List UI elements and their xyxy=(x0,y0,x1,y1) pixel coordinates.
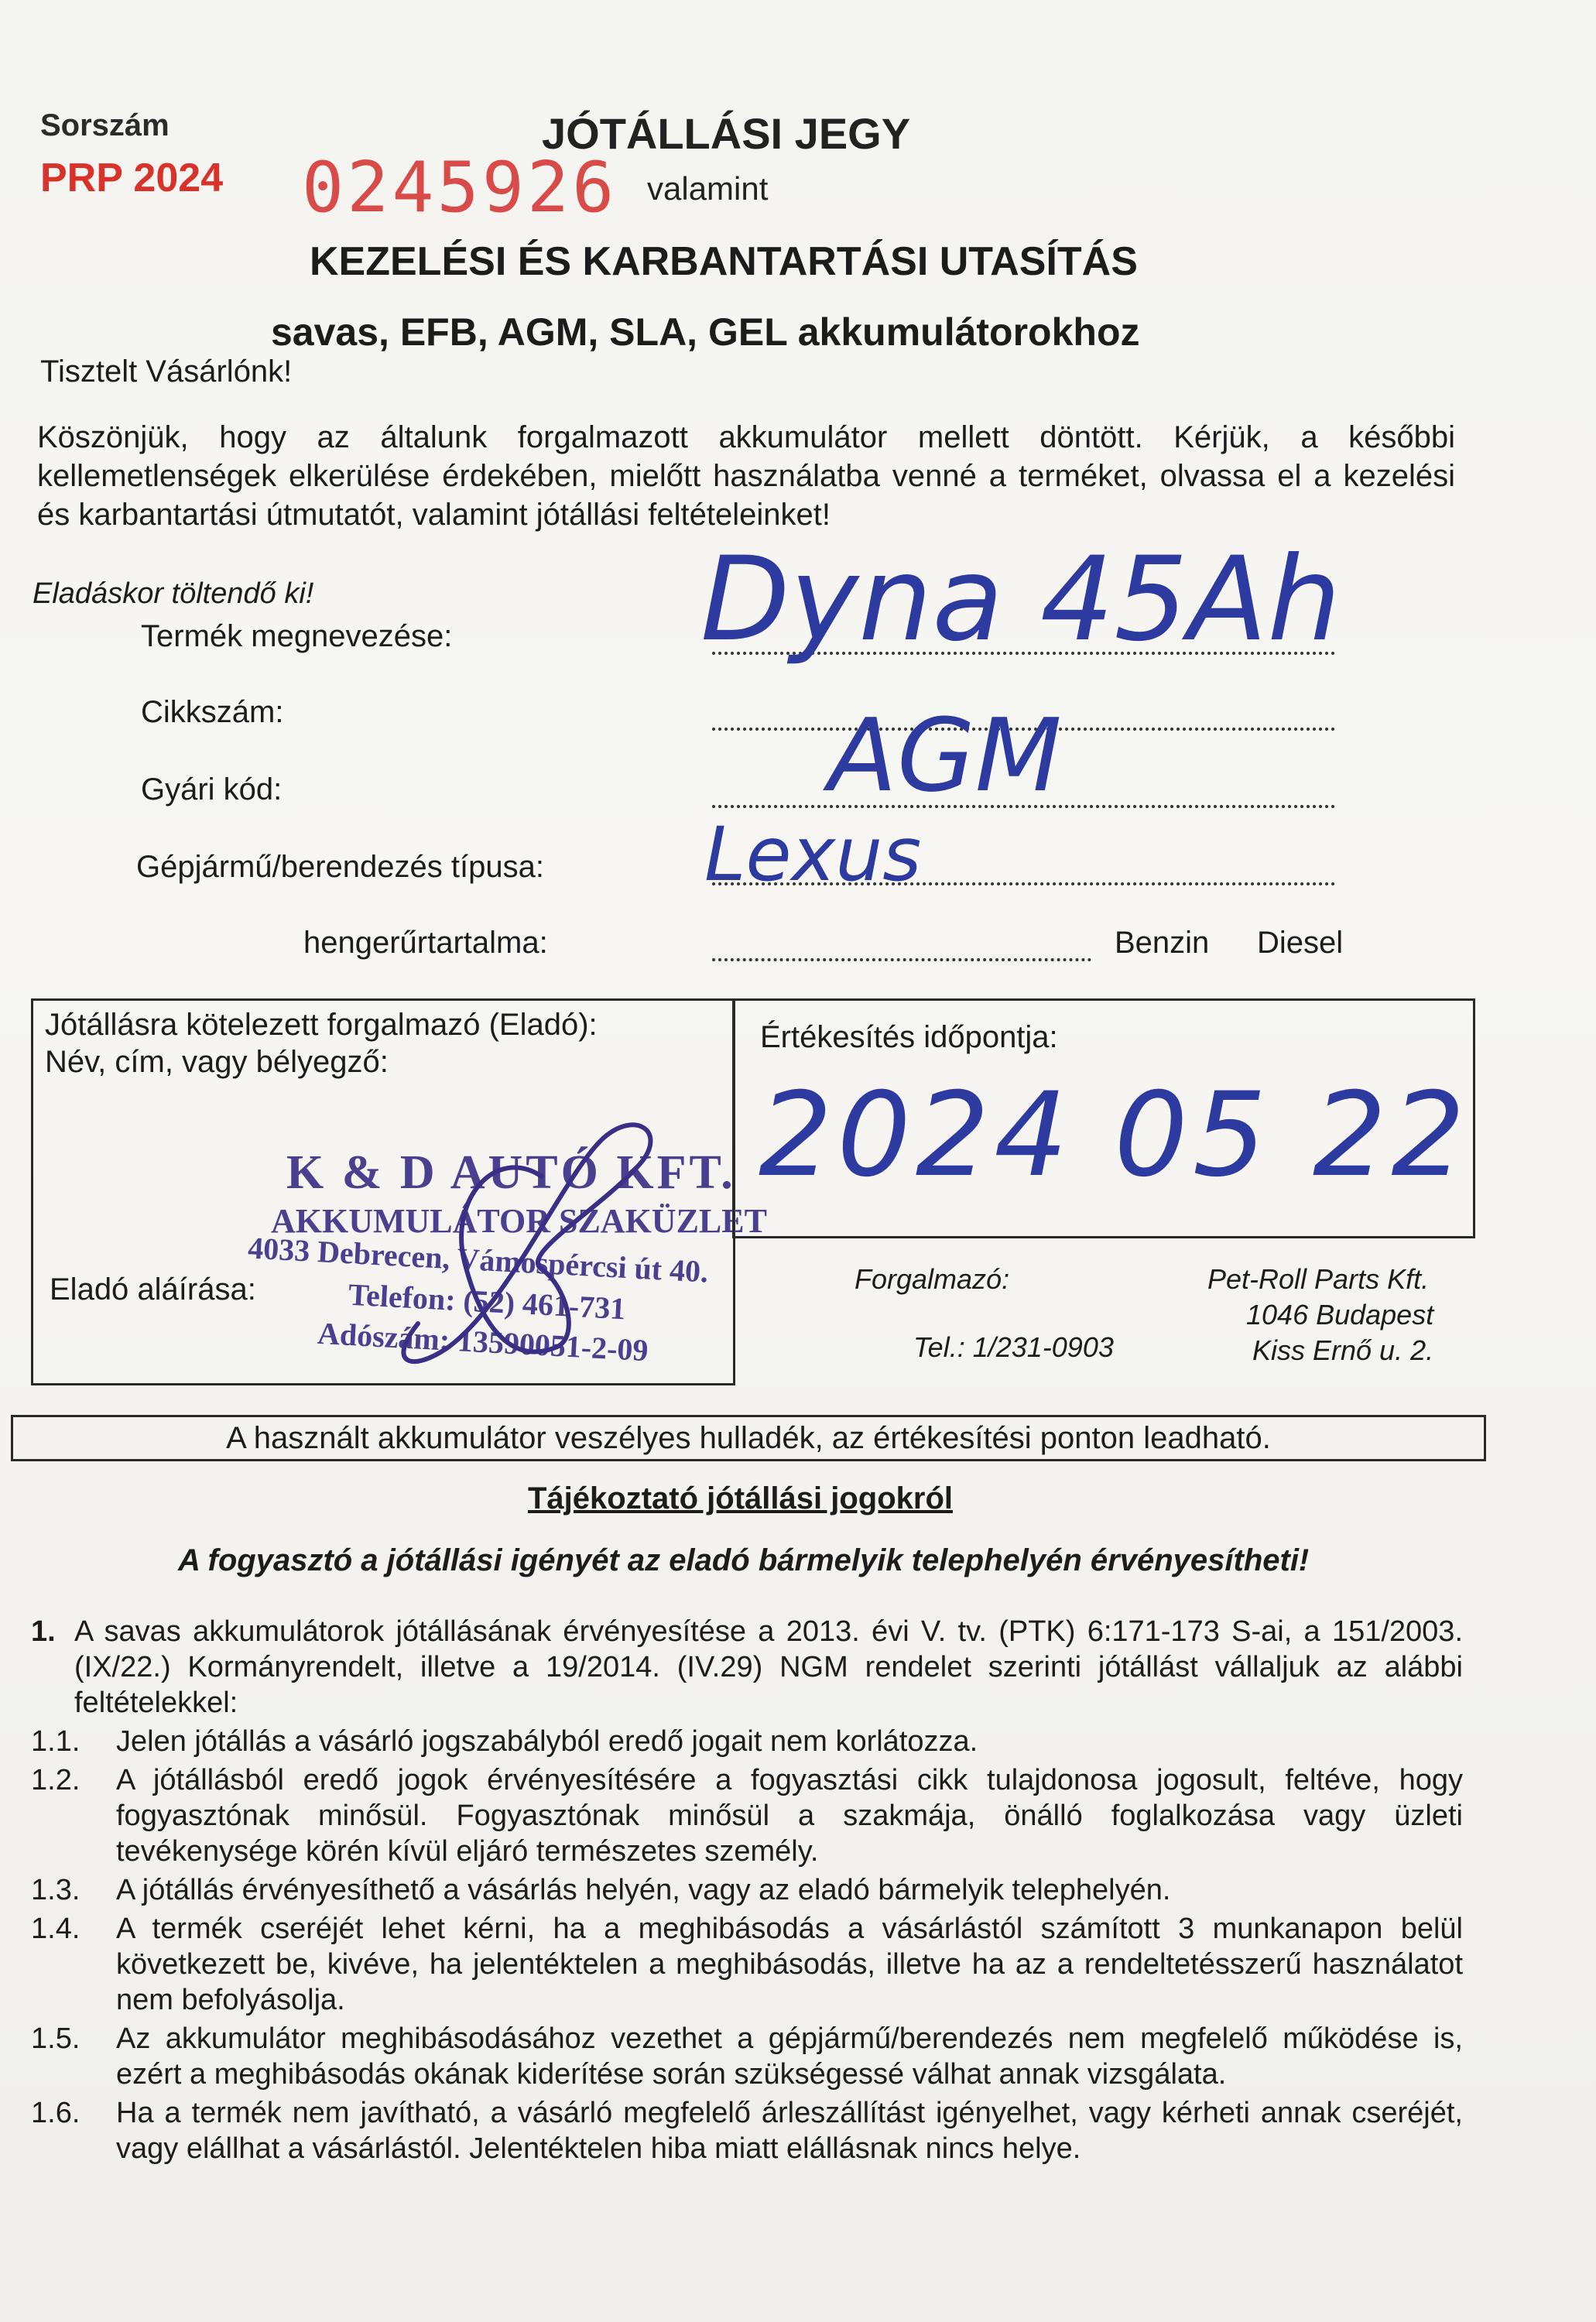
title-connector: valamint xyxy=(647,170,769,207)
intro-text: Köszönjük, hogy az általunk forgalmazott akkumulátor mellett döntött. Kérjük, a későbbi kellemetlenségek elkerülése érdekében, mielőtt használatba venné a terméket, olvassa el a kezelési és karbantartási útmutatót, valamint jótállási feltételeinket! xyxy=(37,420,1455,532)
distributor-city: 1046 Budapest xyxy=(1246,1299,1434,1331)
list-item xyxy=(31,1911,1463,2018)
product-name-label: Termék megnevezése: xyxy=(141,619,453,653)
distributor-street: Kiss Ernő u. 2. xyxy=(1252,1334,1434,1366)
list-item-text: Ha a termék nem javítható, a vásárló megfelelő árleszállítást igényelhet, vagy kérheti annak cseréjét, vagy elállhat a vásárlástól. Jelentéktelen hiba miatt elállásnak nincs helye. xyxy=(116,2097,1463,2165)
list-item xyxy=(31,1724,1463,1759)
distributor-name: Pet-Roll Parts Kft. xyxy=(1207,1263,1430,1295)
hazard-notice: A használt akkumulátor veszélyes hulladék, az értékesítési ponton leadható. xyxy=(11,1415,1486,1461)
vehicle-type-handwritten: Lexus xyxy=(704,811,922,898)
greeting: Tisztelt Vásárlónk! xyxy=(40,354,293,389)
list-item-number: 1.6. xyxy=(31,2097,80,2129)
sale-date-handwritten: 2024 05 22 xyxy=(759,1068,1470,1203)
list-item-text: A jótállásból eredő jogok érvényesítésére a fogyasztási cikk tulajdonosa jogosult, feltéve, hogy fogyasztónak minősül. Fogyasztónak minősül a szakmája, önálló foglalkozása vagy üzleti tevékenysége körén kívül eljáró természetes személy. xyxy=(116,1764,1463,1868)
serial-number: 0245926 xyxy=(302,147,618,228)
list-item-text: A savas akkumulátorok jótállásának érvényesítése a 2013. évi V. tv. (PTK) 6:171-173 S-ai, a 151/2003. (IX/22.) Kormányrendelt, illetve a 19/2014. (IV.29) NGM rendelet szerinti jótállást vállaljuk az alábbi feltételekkel: xyxy=(74,1615,1463,1719)
warranty-info-subtitle: A fogyasztó a jótállási igényét az eladó bármelyik telephelyén érvényesítheti! xyxy=(178,1543,1310,1577)
list-item-number: 1.2. xyxy=(31,1764,80,1796)
list-item-text: A termék cseréjét lehet kérni, ha a meghibásodás a vásárlástól számított 3 munkanapon belül következett be, kivéve, ha jelentéktelen a meghibásodás, illetve ha az a rendeltetésszerű használatot nem befolyásolja. xyxy=(116,1913,1463,2016)
fill-note: Eladáskor töltendő ki! xyxy=(33,577,314,610)
list-item-number: 1.1. xyxy=(31,1725,80,1758)
stamp-company: K & D AUTÓ KFT. xyxy=(286,1146,736,1199)
factory-code-label: Gyári kód: xyxy=(141,772,283,807)
seller-signature-label: Eladó aláírása: xyxy=(50,1272,256,1307)
document-subtitle-2: savas, EFB, AGM, SLA, GEL akkumulátorokhoz xyxy=(271,310,1140,354)
list-item xyxy=(31,1614,1463,1721)
distributor-label: Forgalmazó: xyxy=(855,1263,1010,1295)
distributor-phone: Tel.: 1/231-0903 xyxy=(913,1331,1114,1363)
item-number-handwritten: AGM xyxy=(828,697,1062,814)
seller-label-line1: Jótállásra kötelezett forgalmazó (Eladó): xyxy=(45,1008,598,1042)
warranty-terms-list xyxy=(31,1614,1463,2170)
sale-date-label: Értékesítés időpontja: xyxy=(760,1020,1058,1054)
seller-signature xyxy=(310,1115,743,1393)
vehicle-type-label: Gépjármű/berendezés típusa: xyxy=(136,850,544,884)
product-name-handwritten: Dyna 45Ah xyxy=(700,533,1341,667)
stamp-address: 4033 Debrecen, Vámospércsi út 40. xyxy=(247,1230,710,1289)
fuel-diesel: Diesel xyxy=(1257,926,1344,960)
seller-label-line2: Név, cím, vagy bélyegző: xyxy=(45,1045,389,1079)
stamp-phone: Telefon: (52) 461-731 xyxy=(348,1276,627,1327)
displacement-label: hengerűrtartalma: xyxy=(303,926,548,960)
list-item-number: 1.5. xyxy=(31,2022,80,2055)
document-subtitle-1: KEZELÉSI ÉS KARBANTARTÁSI UTASÍTÁS xyxy=(310,239,1138,284)
fuel-petrol: Benzin xyxy=(1115,926,1210,960)
list-item xyxy=(31,2095,1463,2166)
serial-series: PRP 2024 xyxy=(40,156,224,200)
list-item-number: 1. xyxy=(31,1615,56,1648)
list-item-text: Jelen jótállás a vásárló jogszabályból eredő jogait nem korlátozza. xyxy=(116,1725,978,1758)
item-number-label: Cikkszám: xyxy=(141,695,284,729)
displacement-line xyxy=(712,958,1091,961)
stamp-shop: AKKUMULÁTOR SZAKÜZLET xyxy=(271,1202,767,1240)
stamp-tax-number: Adószám: 13590051-2-09 xyxy=(317,1315,649,1368)
list-item xyxy=(31,1872,1463,1908)
document-title: JÓTÁLLÁSI JEGY xyxy=(542,109,911,158)
list-item-text: Az akkumulátor meghibásodásához vezethet a gépjármű/berendezés nem megfelelő működése is, ezért a meghibásodás okának kiderítése során szükségessé válhat annak vizsgálata. xyxy=(116,2022,1463,2091)
list-item-number: 1.3. xyxy=(31,1874,80,1906)
list-item-number: 1.4. xyxy=(31,1913,80,1945)
list-item xyxy=(31,2021,1463,2092)
list-item xyxy=(31,1762,1463,1869)
list-item-text: A jótállás érvényesíthető a vásárlás helyén, vagy az eladó bármelyik telephelyén. xyxy=(116,1874,1171,1906)
warranty-info-title: Tájékoztató jótállási jogokról xyxy=(528,1481,953,1515)
serial-label: Sorszám xyxy=(40,108,170,142)
factory-code-line xyxy=(712,805,1335,808)
